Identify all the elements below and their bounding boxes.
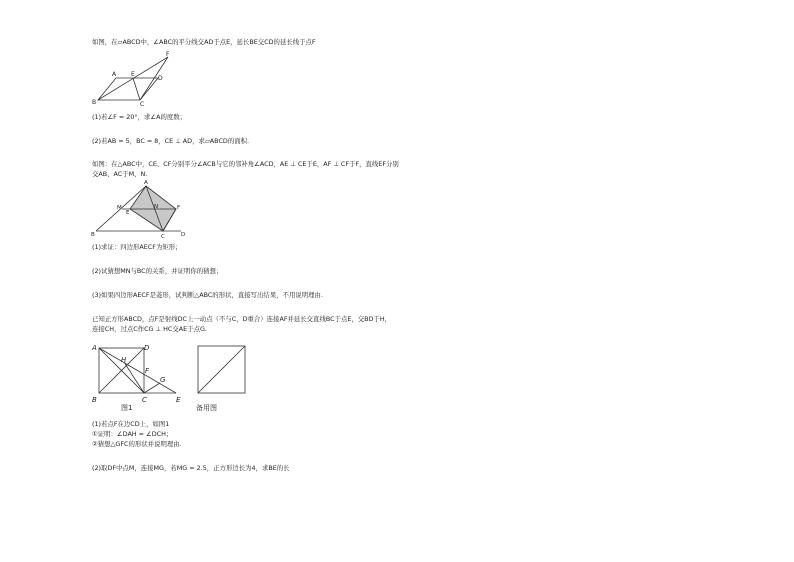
fig3-label-F: F: [145, 367, 150, 375]
problem2-q1: (1)求证：四边形AECF为矩形；: [92, 243, 182, 251]
fig3-label-B: B: [92, 396, 97, 404]
fig1-label-E: E: [131, 71, 135, 78]
problem3-q1-part2: ②猜想△GFC的形状并说明理由.: [92, 440, 182, 448]
fig3-label-C: C: [142, 396, 147, 404]
fig2-label-F: F: [177, 205, 181, 211]
fig1-label-F: F: [166, 51, 170, 58]
problem3-stem-line2: 连接CH，过点C作CG ⊥ HC交AE于点G.: [92, 325, 207, 333]
fig1-label-C: C: [140, 101, 145, 108]
problem3-q1: (1)若点F在边CD上，如图1: [92, 420, 170, 428]
problem2-q2: (2)试猜想MN与BC的关系，并证明你的猜想；: [92, 267, 223, 275]
fig3-label-H: H: [121, 356, 127, 364]
fig2-label-A: A: [144, 180, 148, 186]
problem2-stem-line2: 交AB、AC于M、N.: [92, 170, 148, 178]
fig1-label-B: B: [92, 99, 97, 106]
fig2-label-D: D: [181, 232, 186, 238]
problem1-q1: (1)若∠F = 20°，求∠A的度数；: [92, 113, 187, 121]
problem3-q2: (2)取DF中点M，连接MG，若MG = 2.5，正方形边长为4，求BE的长: [92, 464, 290, 472]
fig3-label-A: A: [92, 344, 97, 352]
problem3-stem-line1: 已知正方形ABCD，点F是射线DC上一动点（不与C，D重合）连接AF并延长交直线BC于点E，交BD于H，: [92, 315, 392, 323]
fig2-label-C: C: [161, 234, 165, 240]
fig3-caption: 图1: [121, 404, 133, 412]
fig2-label-B: B: [91, 232, 95, 238]
fig3-label-D: D: [144, 344, 150, 352]
problem1-stem: 如图，在▱ABCD中，∠ABC的平分线交AD于点E，延长BE交CD的延长线于点F: [92, 38, 316, 46]
fig3-label-G: G: [160, 376, 166, 384]
fig1-label-D: D: [158, 75, 163, 82]
fig1-label-A: A: [112, 71, 117, 78]
problem2-q3: (3)如果四边形AECF是菱形，试判断△ABC的形状，直接写出结果，不用说明理由.: [92, 291, 323, 299]
problem1-q2: (2)若AB = 5，BC = 8，CE ⊥ AD，求▱ABCD的面积.: [92, 137, 250, 145]
problem2-stem-line1: 如图：在△ABC中，CE、CF分别平分∠ACB与它的邻补角∠ACD，AE ⊥ CE于E，AF ⊥ CF于F，直线EF分别: [92, 160, 399, 168]
fig3-label-E: E: [176, 396, 181, 404]
fig2-label-M: M: [117, 205, 122, 211]
problem3-q1-part1: ①证明：∠DAH = ∠DCH；: [92, 430, 173, 438]
spare-figure-caption: 备用图: [196, 404, 217, 412]
fig2-label-E: E: [126, 210, 130, 216]
fig2-label-N: N: [154, 204, 159, 210]
